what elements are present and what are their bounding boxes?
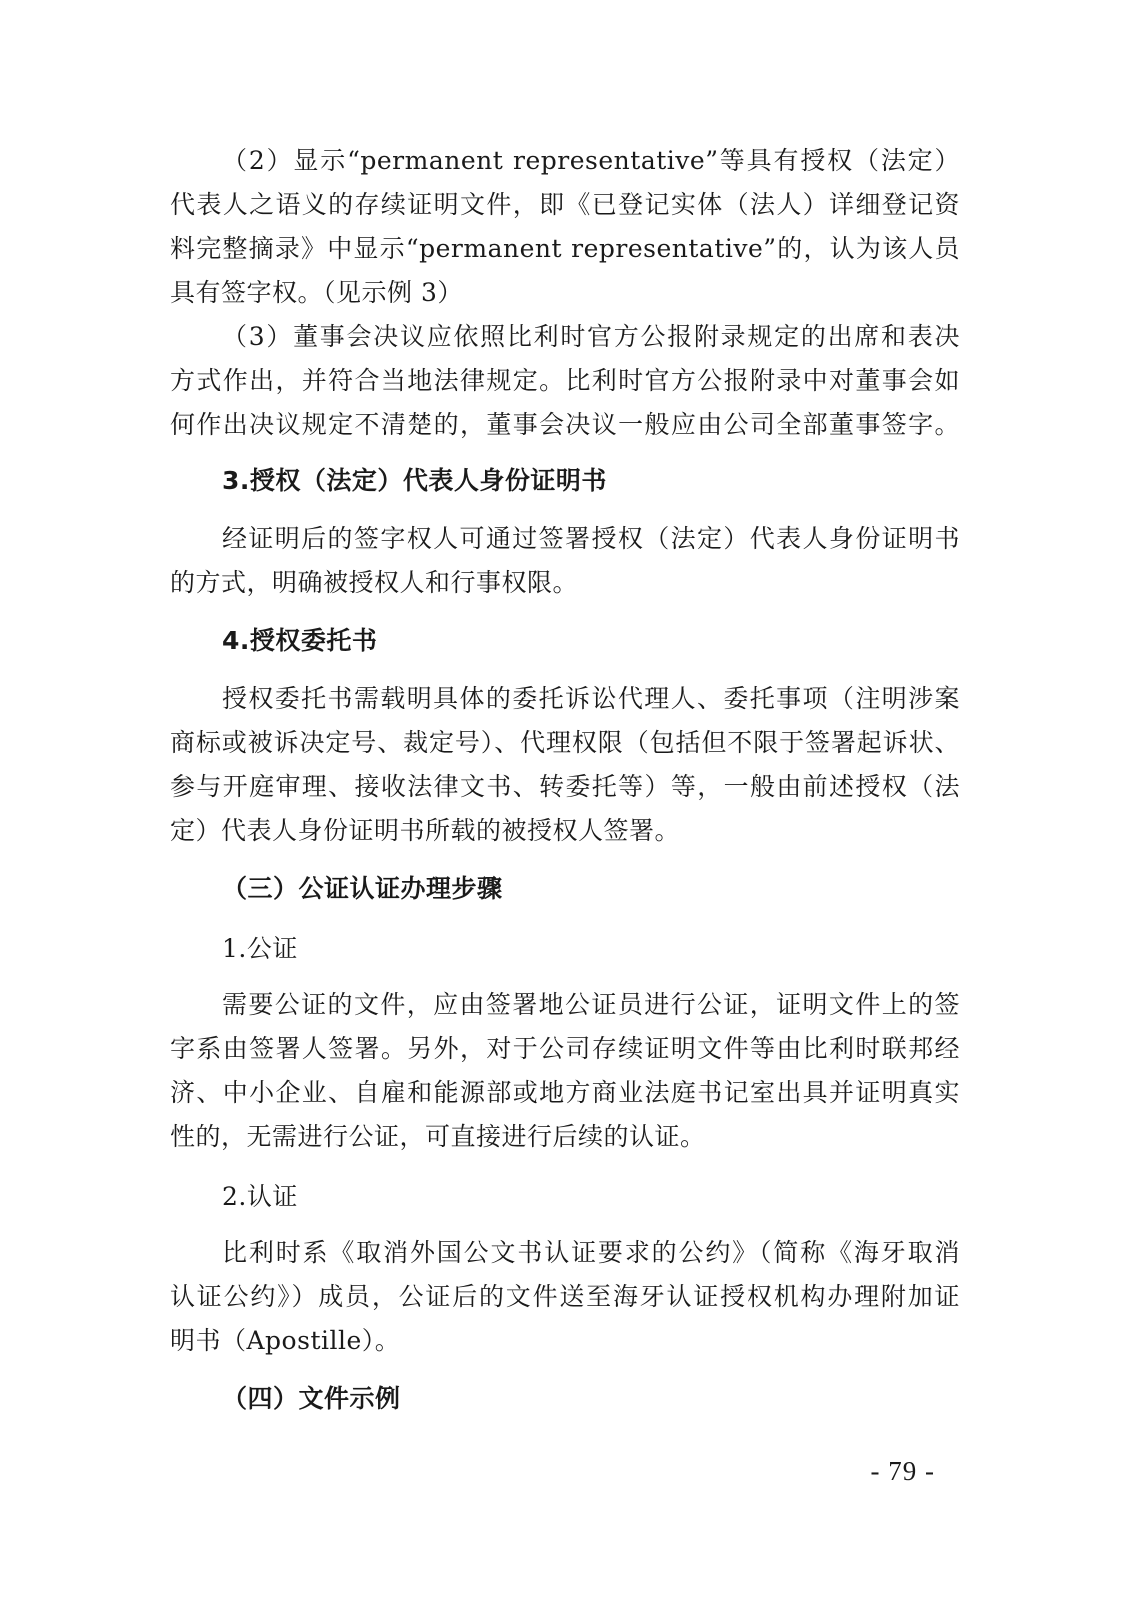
heading-authorization-identity-certificate: 3.授权（法定）代表人身份证明书 (222, 466, 607, 495)
paragraph-2-line-1: 比利时系《取消外国公文书认证要求的公约》（简称《海牙取消 (222, 1238, 960, 1267)
paragraph-item3-line-1: （3）董事会决议应依照比利时官方公报附录规定的出席和表决 (222, 322, 960, 351)
paragraph-1-line-2: 字系由签署人签署。另外，对于公司存续证明文件等由比利时联邦经 (170, 1034, 960, 1063)
paragraph-3-line-2: 的方式，明确被授权人和行事权限。 (170, 568, 579, 597)
paragraph-item2-line-3: 料完整摘录》中显示“permanent representative”的，认为该人员 (170, 234, 960, 263)
paragraph-1-line-3: 济、中小企业、自雇和能源部或地方商业法庭书记室出具并证明真实 (170, 1078, 960, 1107)
heading-notarization: 1.公证 (222, 934, 298, 963)
paragraph-1-line-4: 性的，无需进行公证，可直接进行后续的认证。 (170, 1122, 706, 1151)
paragraph-1-line-1: 需要公证的文件，应由签署地公证员进行公证，证明文件上的签 (222, 990, 960, 1019)
paragraph-item3-line-3: 何作出决议规定不清楚的，董事会决议一般应由公司全部董事签字。 (170, 410, 960, 439)
heading-document-examples: （四）文件示例 (222, 1384, 401, 1413)
paragraph-4-line-1: 授权委托书需载明具体的委托诉讼代理人、委托事项（注明涉案 (222, 684, 960, 713)
paragraph-4-line-4: 定）代表人身份证明书所载的被授权人签署。 (170, 816, 681, 845)
paragraph-4-line-2: 商标或被诉决定号、裁定号）、代理权限（包括但不限于签署起诉状、 (170, 728, 960, 757)
paragraph-item2-line-1: （2）显示“permanent representative”等具有授权（法定） (222, 146, 960, 175)
paragraph-item3-line-2: 方式作出，并符合当地法律规定。比利时官方公报附录中对董事会如 (170, 366, 960, 395)
heading-notarization-steps: （三）公证认证办理步骤 (222, 874, 503, 903)
paragraph-item2-line-4: 具有签字权。（见示例 3） (170, 278, 463, 307)
paragraph-2-line-2: 认证公约》）成员，公证后的文件送至海牙认证授权机构办理附加证 (170, 1282, 960, 1311)
paragraph-item2-line-2: 代表人之语义的存续证明文件，即《已登记实体（法人）详细登记资 (170, 190, 960, 219)
heading-authentication: 2.认证 (222, 1182, 298, 1211)
page-number: - 79 - (870, 1456, 935, 1486)
paragraph-2-line-3: 明书（Apostille）。 (170, 1326, 401, 1355)
paragraph-4-line-3: 参与开庭审理、接收法律文书、转委托等）等，一般由前述授权（法 (170, 772, 960, 801)
paragraph-3-line-1: 经证明后的签字权人可通过签署授权（法定）代表人身份证明书 (222, 524, 960, 553)
heading-power-of-attorney: 4.授权委托书 (222, 626, 378, 655)
